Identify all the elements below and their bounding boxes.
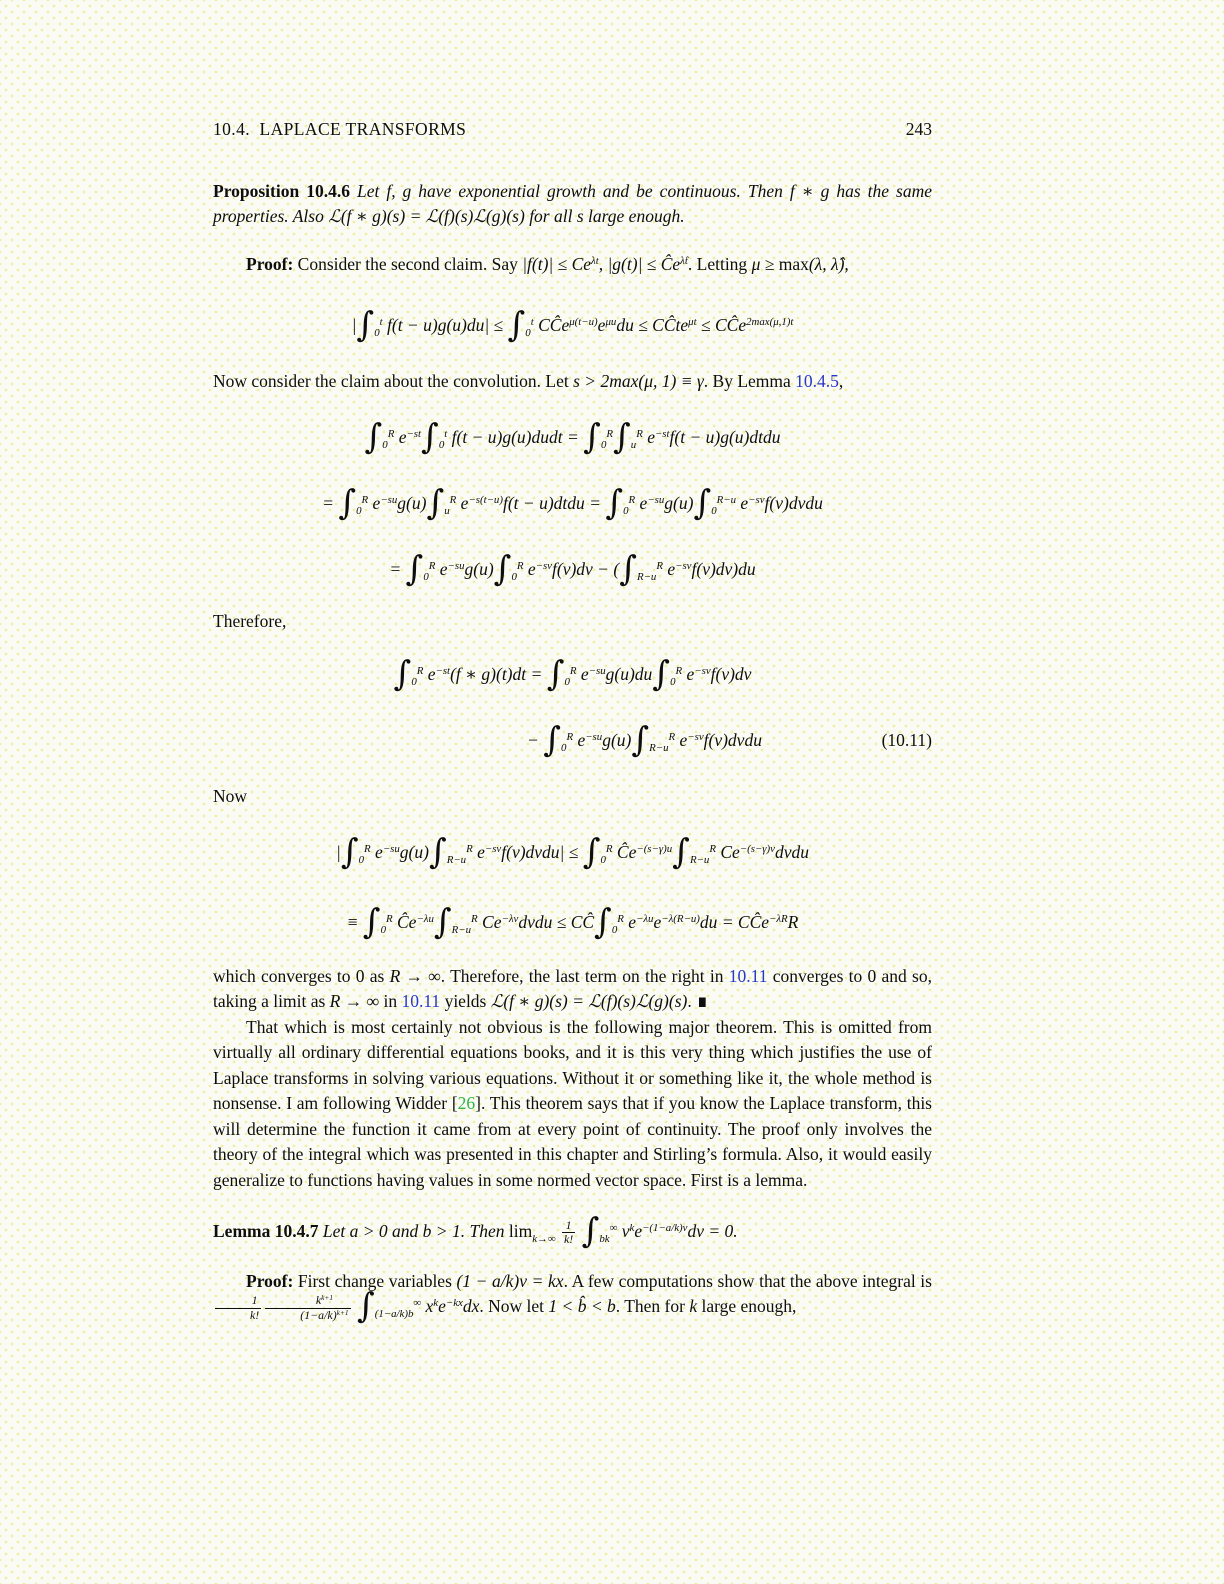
text-run: Now (213, 786, 248, 806)
text-run: Proposition 10.4.6 (213, 180, 357, 201)
text-run: large enough, (697, 1296, 797, 1317)
paragraph-converges (213, 964, 932, 1015)
text-run: . A few computations show that the above integral is (563, 1270, 932, 1291)
text-run: R → ∞ (389, 965, 441, 986)
lemma-10-4-7 (213, 1211, 932, 1252)
text-run: = $\int_0^R$ $e^{-su}g(u)\int_u^R$ $e^{-s(t-u)}f(t$ − u)dtdu = $\int_0^R$ $e^{-su}g(u)\int_0^{R-u}$ $e^{-sv}f(v)dvdu$ (322, 482, 823, 523)
text-run: . Then for (615, 1296, 690, 1317)
text-run: Therefore, (213, 610, 287, 631)
running-header (213, 117, 932, 143)
text-run: , (838, 371, 844, 391)
text-run: R → ∞ (329, 991, 380, 1011)
equation-bound-line2 (213, 894, 932, 952)
paragraph-therefore (213, 609, 932, 635)
text-run: 1 < b̂ < b (548, 1296, 616, 1317)
equation-growth-bound (213, 297, 932, 355)
text-run: . By Lemma (703, 371, 796, 391)
text-run: s > 2max(μ, 1) ≡ γ (573, 371, 704, 391)
equation-convolution-line1 (213, 409, 932, 467)
paragraph-now (213, 784, 932, 810)
text-run: $\int_0^R$ $e^{-st}\int_0^t$ f(t − u)g(u)dudt = $\int_0^R\int_u^R$ $e^{-st}f(t$ − u)g(u)dtdu (364, 416, 781, 457)
text-run: Let a > 0 and b > 1. Then $\lim_{k\to\infty}$ $\frac{1}{k!}$ $\int_{bk}^\infty$ $v^ke^{-(1-a/k)v}dv = 0$. (322, 1211, 738, 1252)
equation-convolution-line2 (213, 475, 932, 533)
content-column (213, 117, 933, 1327)
text-run: Let f, g have exponential growth and be continuous. Then f ∗ g has the same properties. Also ℒ(f ∗ g)(s) = ℒ(f)(s)ℒ(g)(s) for all s large enough. (213, 180, 933, 226)
text-run: $\int_0^R$ $e^{-st}(f$ ∗ $g)(t)dt = \int_0^R$ $e^{-su}g(u)du\int_0^R$ $e^{-sv}f(v)dv$ (393, 654, 752, 695)
page-number: 243 (905, 119, 932, 139)
text-run: . (687, 991, 697, 1011)
text-run: $|\int_0^t$ $f(t - u)g(u)du| \le \int_0^t$ $CĈe^{\mu(t-u)}e^{\mu u}du$ ≤ CĈte$^{\mu t}$ ≤ CĈe$^{2max(\mu,1)t}$ (351, 305, 794, 346)
text-run: . Therefore, the last term on the right in (440, 965, 729, 986)
text-run: $\frac{1}{k!}$ $\frac{k^{k+1}}{(1-a/k)^{k+1}}$ $\int_{(1-a/k)b}^\infty$ $x^ke^{-kx}dx$ (213, 1296, 479, 1316)
text-run: Consider the second claim. Say (293, 253, 523, 274)
section-heading: 10.4. LAPLACE TRANSFORMS (213, 119, 467, 139)
proof-paragraph-2 (213, 1269, 932, 1327)
text-run: converges to 0 and so, taking a limit as (213, 965, 932, 1011)
text-run: Proof: (246, 1270, 294, 1291)
equation-10-11-line1 (213, 646, 932, 704)
text-run: in (379, 991, 402, 1011)
text-run: μ ≥ max(λ, λ̂), (751, 253, 849, 274)
text-run: Lemma 10.4.7 (213, 1221, 323, 1241)
text-run: = $\int_0^R$ $e^{-su}g(u)\int_0^R$ $e^{-sv}f(v)dv - (\int_{R-u}^R$ $e^{-sv}f(v)dv)du$ (389, 548, 756, 589)
equation-bound-line1 (213, 824, 932, 882)
reference-link[interactable]: 10.11 (401, 991, 441, 1011)
text-run: $|f(t)| \le Ce^{\lambda t}$, $|g(t)| \le Ĉe^{\lambdât}$ (522, 253, 688, 274)
text-run: That which is most certainly not obvious is the following major theorem. This is omitted from virtually all ordinary differential equations books, and it is this very thing which justifies the use of Laplace transforms in solving various equations. Without it or something like it, the whole method is nonsense. I am following Widder [ (213, 1016, 932, 1113)
text-run: Proof: (246, 253, 294, 274)
text-run: ]. This theorem says that if you know the Laplace transform, this will determine the function it came from at every point of continuity. The proof only involves the theory of the integral which was presented in this chapter and Stirling’s formula. Also, it would easily generalize to functions having values in some normed vector space. First is a lemma. (213, 1093, 932, 1190)
paragraph-convolution (213, 369, 932, 395)
text-run: $|\int_0^R$ $e^{-su}g(u)\int_{R-u}^R$ $e^{-sv}f(v)dvdu| \le \int_0^R$ $Ĉe^{-(s-\gamma)u}\int_{R-u}^R$ $Ce^{-(s-\gamma)v}dvdu$ (336, 831, 809, 872)
equation-number: (10.11) (881, 729, 932, 750)
equation-10-11 (213, 646, 932, 770)
text-run: First change variables (293, 1270, 457, 1291)
proof-paragraph-1 (213, 252, 932, 278)
text-run: Now consider the claim about the convolution. Let (213, 371, 574, 391)
text-run: ℒ(f ∗ g)(s) = ℒ(f)(s)ℒ(g)(s) (490, 991, 688, 1011)
reference-link[interactable]: 26 (457, 1093, 476, 1113)
text-run: ∎ (696, 991, 709, 1012)
reference-link[interactable]: 10.11 (728, 965, 768, 986)
text-run: (1 − a/k)v = kx (456, 1270, 564, 1291)
text-run: ≡ $\int_0^R$ $Ĉe^{-\lambda u}\int_{R-u}^R$ $Ce^{-\lambda v}dvdu$ ≤ $CĈ\int_0^R$ $e^{-\lambda u}e^{-\lambda(R-u)}du$ = CĈe$^{-\lambda R}$R (346, 901, 799, 942)
text-run: which converges to 0 as (213, 965, 390, 986)
proposition-10-4-6 (213, 179, 932, 230)
text-run: . Letting (687, 253, 752, 274)
text-run: . Now let (479, 1296, 549, 1317)
text-run: yields (440, 991, 491, 1011)
reference-link[interactable]: 10.4.5 (795, 371, 839, 391)
equation-convolution-line3 (213, 541, 932, 599)
text-run: − $\int_0^R$ $e^{-su}g(u)\int_{R-u}^R$ $e^{-sv}f(v)dvdu$ (527, 720, 762, 761)
text-run: k (689, 1296, 698, 1317)
paragraph-major-theorem (213, 1015, 932, 1194)
